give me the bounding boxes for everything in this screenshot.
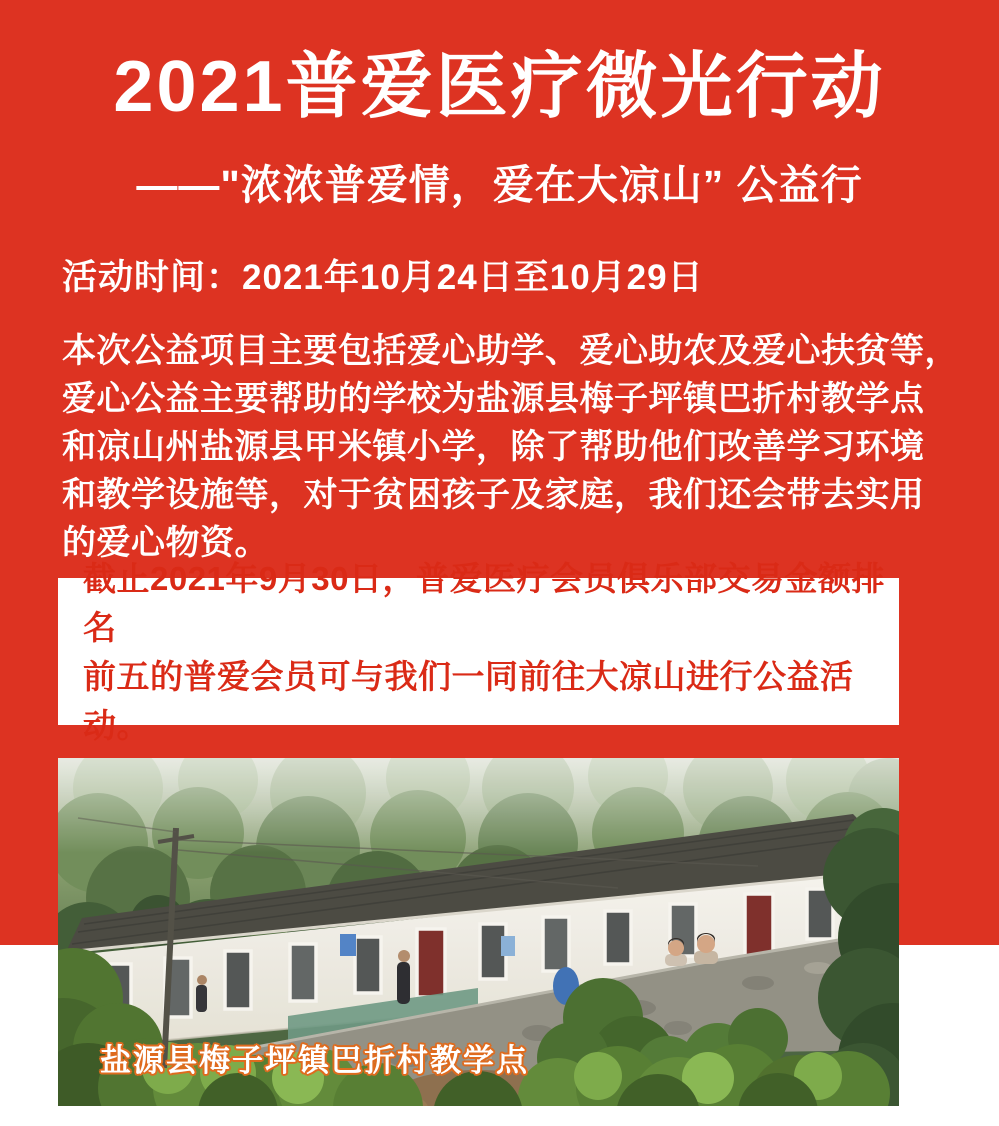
poster-subtitle: ——"浓浓普爱情，爱在大凉山” 公益行 xyxy=(136,162,863,208)
highlight-notice-box xyxy=(58,559,899,744)
poster-title: 2021普爱医疗微光行动 xyxy=(113,47,886,127)
body-line: 的爱心物资。 xyxy=(62,524,269,562)
body-line: 本次公益项目主要包括爱心助学、爱心助农及爱心扶贫等， xyxy=(62,332,959,370)
highlight-line: 截止2021年9月30日，普爱医疗会员俱乐部交易金额排名 xyxy=(83,559,885,646)
body-line: 和凉山州盐源县甲米镇小学，除了帮助他们改善学习环境 xyxy=(62,428,925,466)
body-line: 爱心公益主要帮助的学校为盐源县梅子坪镇巴折村教学点 xyxy=(62,380,925,418)
body-line: 和教学设施等，对于贫困孩子及家庭，我们还会带去实用 xyxy=(62,476,925,514)
photo-caption: 盐源县梅子坪镇巴折村教学点 xyxy=(100,1043,529,1078)
highlight-line: 前五的普爱会员可与我们一同前往大凉山进行公益活动。 xyxy=(83,657,854,744)
body-paragraph xyxy=(62,327,962,567)
event-time-line: 活动时间：2021年10月24日至10月29日 xyxy=(62,258,704,297)
school-photo xyxy=(58,758,899,1106)
